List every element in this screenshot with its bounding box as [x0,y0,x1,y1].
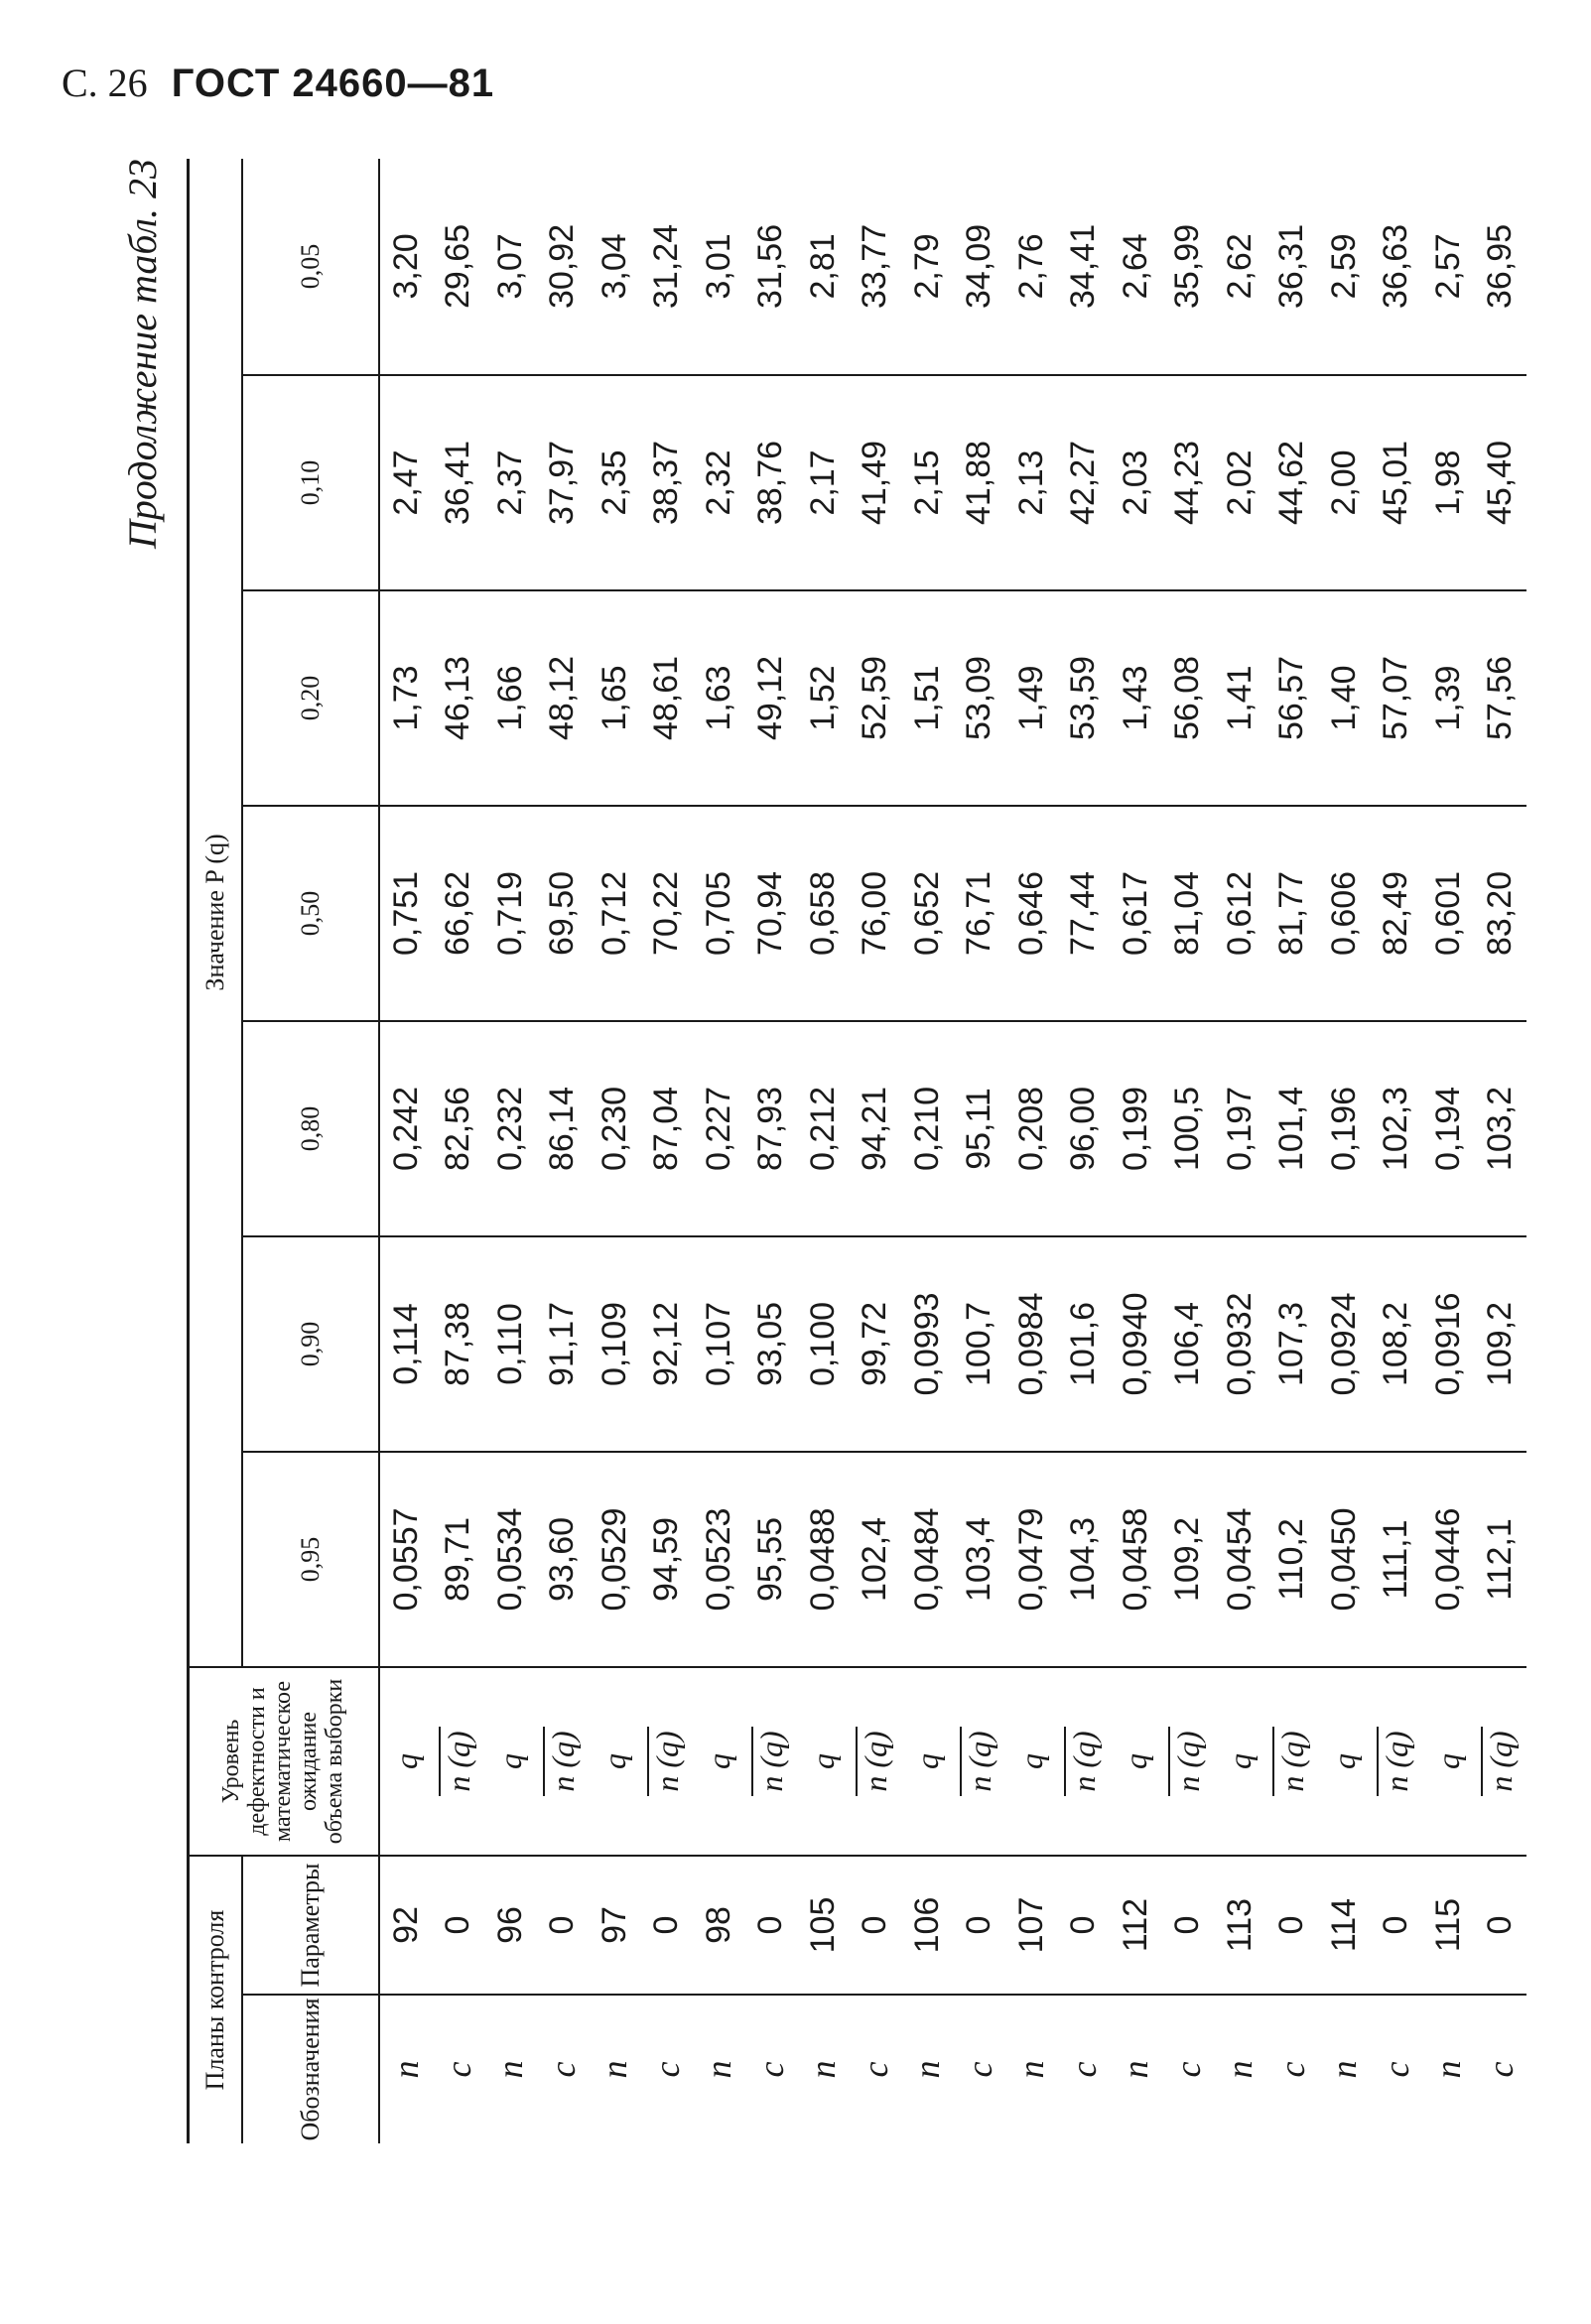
value-cell: 56,08 [1162,590,1215,806]
level-cell: q [1318,1667,1371,1856]
value-cell: 100,7 [954,1236,1006,1452]
designation-cell: c [438,2061,478,2078]
level-cell: q [589,1667,641,1856]
data-table [187,159,1526,2143]
table-row [484,159,537,2143]
value-cell: 42,27 [1058,375,1111,590]
value-cell: 38,37 [641,375,694,590]
table-caption: Продолжение табл. 23 [120,159,165,550]
value-cell: 0,110 [484,1236,537,1452]
value-cell: 36,41 [433,375,485,590]
value-cell: 0,232 [484,1021,537,1236]
designation-cell: c [1480,2061,1521,2078]
level-cell: q [1422,1667,1475,1856]
value-cell: 2,02 [1214,375,1266,590]
value-cell: 0,199 [1110,1021,1162,1236]
parameter-cell: 0 [954,1856,1006,1995]
value-cell: 0,705 [693,806,745,1021]
table-row [1422,159,1475,2143]
value-cell: 0,612 [1214,806,1266,1021]
parameter-cell: 97 [589,1856,641,1995]
value-cell: 34,09 [954,159,1006,375]
value-cell: 92,12 [641,1236,694,1452]
table-row [693,159,745,2143]
value-cell: 0,606 [1318,806,1371,1021]
value-cell: 57,07 [1371,590,1423,806]
level-cell [745,1667,798,1856]
parameter-cell: 114 [1318,1856,1371,1995]
value-cell: 48,12 [537,590,590,806]
value-cell: 109,2 [1162,1452,1215,1667]
designation-cell: c [959,2061,999,2078]
value-cell: 0,227 [693,1021,745,1236]
designation-cell: c [1167,2061,1208,2078]
value-cell: 45,40 [1475,375,1527,590]
value-cell: 56,57 [1266,590,1319,806]
level-cell [537,1667,590,1856]
parameter-cell: 113 [1214,1856,1266,1995]
level-text: n (q) [1481,1727,1520,1795]
value-cell: 31,24 [641,159,694,375]
standard-number: ГОСТ 24660—81 [171,62,495,105]
value-cell: 49,12 [745,590,798,806]
value-cell: 41,49 [850,375,902,590]
value-cell: 0,601 [1422,806,1475,1021]
value-cell: 0,0450 [1318,1452,1371,1667]
value-cell: 0,100 [797,1236,850,1452]
value-cell: 102,4 [850,1452,902,1667]
value-cell: 93,05 [745,1236,798,1452]
table-row [954,159,1006,2143]
value-cell: 104,3 [1058,1452,1111,1667]
value-cell: 109,2 [1475,1236,1527,1452]
value-cell: 66,62 [433,806,485,1021]
value-cell: 0,652 [901,806,954,1021]
value-cell: 77,44 [1058,806,1111,1021]
header-parameters: Параметры [242,1856,379,1995]
parameter-cell: 0 [1162,1856,1215,1995]
parameter-cell: 98 [693,1856,745,1995]
value-cell: 1,63 [693,590,745,806]
level-cell: q [379,1667,433,1856]
value-cell: 102,3 [1371,1021,1423,1236]
designation-cell: c [1376,2061,1416,2078]
table-row [379,159,433,2143]
level-text: n (q) [1168,1727,1207,1795]
value-cell: 53,09 [954,590,1006,806]
header-designation: Обозначения [242,1995,379,2143]
parameter-cell: 0 [850,1856,902,1995]
table-row [537,159,590,2143]
value-cell: 2,32 [693,375,745,590]
designation-cell: c [855,2061,895,2078]
level-text: n (q) [1377,1727,1415,1795]
level-text: n (q) [439,1727,477,1795]
value-cell: 103,4 [954,1452,1006,1667]
value-cell: 89,71 [433,1452,485,1667]
value-cell: 2,03 [1110,375,1162,590]
designation-cell: n [1324,2060,1365,2079]
value-cell: 108,2 [1371,1236,1423,1452]
header-p-4: 0,20 [242,590,379,806]
page-number: С. 26 [62,61,148,105]
level-text: n (q) [960,1727,998,1795]
value-cell: 2,13 [1005,375,1058,590]
value-cell: 0,0916 [1422,1236,1475,1452]
header-p-2: 0,80 [242,1021,379,1236]
value-cell: 1,41 [1214,590,1266,806]
value-cell: 95,11 [954,1021,1006,1236]
value-cell: 0,107 [693,1236,745,1452]
value-cell: 0,242 [379,1021,433,1236]
value-cell: 44,23 [1162,375,1215,590]
level-cell [954,1667,1006,1856]
value-cell: 0,0488 [797,1452,850,1667]
level-text: n (q) [856,1727,894,1795]
value-cell: 1,66 [484,590,537,806]
table-row [641,159,694,2143]
table-row [1162,159,1215,2143]
value-cell: 0,0534 [484,1452,537,1667]
value-cell: 0,114 [379,1236,433,1452]
parameter-cell: 92 [379,1856,433,1995]
value-cell: 0,0446 [1422,1452,1475,1667]
value-cell: 0,0484 [901,1452,954,1667]
value-cell: 1,52 [797,590,850,806]
value-cell: 0,109 [589,1236,641,1452]
value-cell: 2,59 [1318,159,1371,375]
value-cell: 100,5 [1162,1021,1215,1236]
value-cell: 96,00 [1058,1021,1111,1236]
value-cell: 31,56 [745,159,798,375]
value-cell: 0,0479 [1005,1452,1058,1667]
parameter-cell: 105 [797,1856,850,1995]
value-cell: 0,230 [589,1021,641,1236]
table-row [745,159,798,2143]
value-cell: 0,0924 [1318,1236,1371,1452]
value-cell: 44,62 [1266,375,1319,590]
value-cell: 0,0932 [1214,1236,1266,1452]
value-cell: 1,49 [1005,590,1058,806]
value-cell: 111,1 [1371,1452,1423,1667]
header-p-0: 0,95 [242,1452,379,1667]
value-cell: 3,07 [484,159,537,375]
parameter-cell: 0 [537,1856,590,1995]
table-row [1005,159,1058,2143]
parameter-cell: 106 [901,1856,954,1995]
value-cell: 2,76 [1005,159,1058,375]
value-cell: 0,617 [1110,806,1162,1021]
level-text: n (q) [1064,1727,1103,1795]
level-cell [1371,1667,1423,1856]
value-cell: 2,64 [1110,159,1162,375]
table-row [1266,159,1319,2143]
value-cell: 0,210 [901,1021,954,1236]
value-cell: 1,39 [1422,590,1475,806]
table-row [589,159,641,2143]
table-row [1475,159,1527,2143]
level-cell: q [693,1667,745,1856]
table-row [850,159,902,2143]
value-cell: 76,71 [954,806,1006,1021]
value-cell: 0,0458 [1110,1452,1162,1667]
value-cell: 0,646 [1005,806,1058,1021]
designation-cell: n [1428,2060,1469,2079]
value-cell: 33,77 [850,159,902,375]
value-cell: 76,00 [850,806,902,1021]
value-cell: 86,14 [537,1021,590,1236]
designation-cell: c [750,2061,791,2078]
value-cell: 2,37 [484,375,537,590]
value-cell: 95,55 [745,1452,798,1667]
value-cell: 52,59 [850,590,902,806]
value-cell: 1,73 [379,590,433,806]
value-cell: 93,60 [537,1452,590,1667]
table-row [1110,159,1162,2143]
level-cell: q [1005,1667,1058,1856]
parameter-cell: 107 [1005,1856,1058,1995]
value-cell: 34,41 [1058,159,1111,375]
level-cell: q [1214,1667,1266,1856]
value-cell: 53,59 [1058,590,1111,806]
value-cell: 1,40 [1318,590,1371,806]
designation-cell: n [1220,2060,1260,2079]
designation-cell: n [1011,2060,1052,2079]
value-cell: 35,99 [1162,159,1215,375]
value-cell: 101,4 [1266,1021,1319,1236]
parameter-cell: 0 [1058,1856,1111,1995]
designation-cell: c [646,2061,687,2078]
value-cell: 81,77 [1266,806,1319,1021]
value-cell: 94,59 [641,1452,694,1667]
header-p-3: 0,50 [242,806,379,1021]
designation-cell: n [699,2060,739,2079]
value-cell: 110,2 [1266,1452,1319,1667]
value-cell: 83,20 [1475,806,1527,1021]
value-cell: 36,95 [1475,159,1527,375]
table-row [797,159,850,2143]
level-cell [641,1667,694,1856]
level-cell: q [797,1667,850,1856]
level-cell [1162,1667,1215,1856]
table-row [1318,159,1371,2143]
value-cell: 0,712 [589,806,641,1021]
value-cell: 101,6 [1058,1236,1111,1452]
value-cell: 29,65 [433,159,485,375]
value-cell: 94,21 [850,1021,902,1236]
table-row [1058,159,1111,2143]
value-cell: 1,65 [589,590,641,806]
value-cell: 48,61 [641,590,694,806]
level-text: n (q) [647,1727,686,1795]
designation-cell: n [907,2060,948,2079]
designation-cell: n [803,2060,844,2079]
parameter-cell: 112 [1110,1856,1162,1995]
value-cell: 38,76 [745,375,798,590]
parameter-cell: 115 [1422,1856,1475,1995]
value-cell: 82,49 [1371,806,1423,1021]
level-cell [1058,1667,1111,1856]
header-level: Уровень дефектности и математическое ожидание объема выборки [189,1667,380,1856]
value-cell: 0,0454 [1214,1452,1266,1667]
value-cell: 112,1 [1475,1452,1527,1667]
designation-cell: n [1116,2060,1156,2079]
value-cell: 0,194 [1422,1021,1475,1236]
designation-cell: n [490,2060,531,2079]
value-cell: 3,04 [589,159,641,375]
level-cell [433,1667,485,1856]
level-text: n (q) [751,1727,790,1795]
header-p-6: 0,05 [242,159,379,375]
table-row [1214,159,1266,2143]
value-cell: 41,88 [954,375,1006,590]
value-cell: 87,04 [641,1021,694,1236]
value-cell: 3,20 [379,159,433,375]
level-cell [1475,1667,1527,1856]
value-cell: 0,0993 [901,1236,954,1452]
value-cell: 2,57 [1422,159,1475,375]
header-p-5: 0,10 [242,375,379,590]
value-cell: 70,94 [745,806,798,1021]
value-cell: 37,97 [537,375,590,590]
parameter-cell: 0 [1371,1856,1423,1995]
level-text: n (q) [1272,1727,1311,1795]
parameter-cell: 0 [641,1856,694,1995]
page-header [62,60,494,106]
designation-cell: c [1271,2061,1312,2078]
value-cell: 2,81 [797,159,850,375]
value-cell: 1,43 [1110,590,1162,806]
level-text: n (q) [543,1727,582,1795]
parameter-cell: 0 [1475,1856,1527,1995]
value-cell: 57,56 [1475,590,1527,806]
value-cell: 0,0984 [1005,1236,1058,1452]
level-cell: q [901,1667,954,1856]
value-cell: 2,35 [589,375,641,590]
value-cell: 46,13 [433,590,485,806]
value-cell: 0,719 [484,806,537,1021]
value-cell: 1,51 [901,590,954,806]
designation-cell: c [1063,2061,1104,2078]
table-row [433,159,485,2143]
value-cell: 30,92 [537,159,590,375]
header-plans: Планы контроля [189,1856,243,2143]
level-cell [1266,1667,1319,1856]
value-cell: 0,751 [379,806,433,1021]
value-cell: 87,93 [745,1021,798,1236]
value-cell: 36,31 [1266,159,1319,375]
value-cell: 2,62 [1214,159,1266,375]
value-cell: 2,00 [1318,375,1371,590]
value-cell: 103,2 [1475,1021,1527,1236]
designation-cell: n [379,1995,433,2143]
designation-cell: c [542,2061,583,2078]
parameter-cell: 0 [1266,1856,1319,1995]
table-row [901,159,954,2143]
parameter-cell: 0 [433,1856,485,1995]
value-cell: 91,17 [537,1236,590,1452]
level-cell: q [484,1667,537,1856]
value-cell: 2,47 [379,375,433,590]
value-cell: 0,0557 [379,1452,433,1667]
value-cell: 0,0940 [1110,1236,1162,1452]
header-value: Значение P (q) [189,159,243,1667]
value-cell: 82,56 [433,1021,485,1236]
value-cell: 2,15 [901,375,954,590]
parameter-cell: 0 [745,1856,798,1995]
value-cell: 45,01 [1371,375,1423,590]
value-cell: 1,98 [1422,375,1475,590]
value-cell: 2,17 [797,375,850,590]
value-cell: 0,196 [1318,1021,1371,1236]
value-cell: 3,01 [693,159,745,375]
value-cell: 107,3 [1266,1236,1319,1452]
designation-cell: n [595,2060,635,2079]
value-cell: 99,72 [850,1236,902,1452]
value-cell: 0,212 [797,1021,850,1236]
value-cell: 69,50 [537,806,590,1021]
value-cell: 0,658 [797,806,850,1021]
value-cell: 36,63 [1371,159,1423,375]
value-cell: 0,208 [1005,1021,1058,1236]
level-cell [850,1667,902,1856]
value-cell: 0,0529 [589,1452,641,1667]
value-cell: 81,04 [1162,806,1215,1021]
value-cell: 106,4 [1162,1236,1215,1452]
value-cell: 0,0523 [693,1452,745,1667]
parameter-cell: 96 [484,1856,537,1995]
header-p-1: 0,90 [242,1236,379,1452]
value-cell: 70,22 [641,806,694,1021]
value-cell: 87,38 [433,1236,485,1452]
value-cell: 2,79 [901,159,954,375]
table-row [1371,159,1423,2143]
rotated-table-block [120,159,1521,2143]
level-cell: q [1110,1667,1162,1856]
value-cell: 0,197 [1214,1021,1266,1236]
